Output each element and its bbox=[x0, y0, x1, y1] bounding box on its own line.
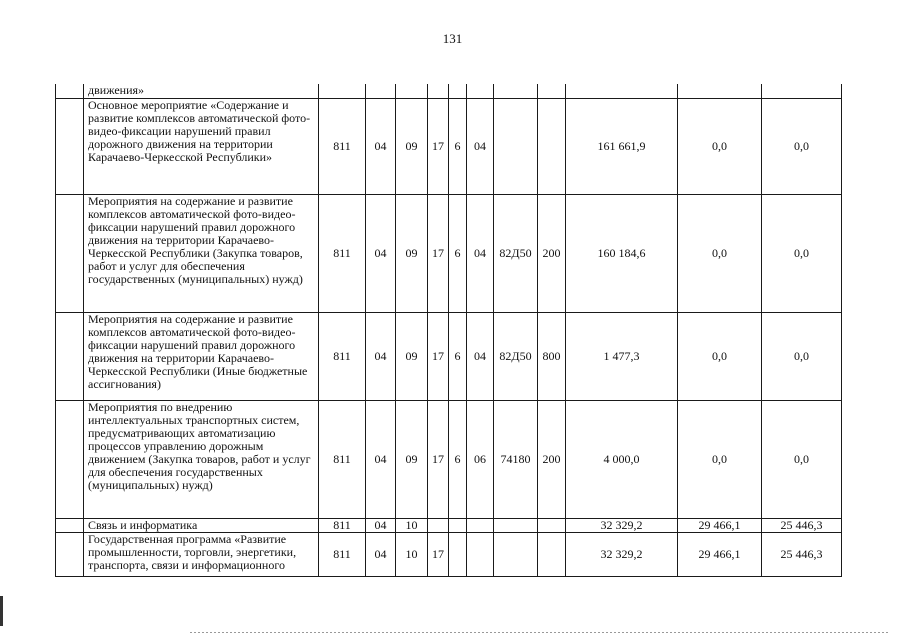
row-name: Основное мероприятие «Содержание и развитие комплексов автоматической фото-видео-фиксации нарушений правил дорожного движения на территории Карачаево-Черкесской Республики» bbox=[84, 98, 319, 194]
cell-program bbox=[428, 84, 449, 98]
table-row bbox=[56, 194, 842, 312]
cell-amount2: 29 466,1 bbox=[678, 532, 762, 576]
cell-section bbox=[366, 84, 396, 98]
table-row bbox=[56, 518, 842, 532]
row-name: Мероприятия на содержание и развитие комплексов автоматической фото-видео-фиксации нарушений правил дорожного движения на территории Карачаево-Черкесской Республики (Иные бюджетные ассигнования) bbox=[84, 312, 319, 400]
cell-amount1: 4 000,0 bbox=[566, 400, 678, 518]
row-number-cell bbox=[56, 532, 84, 576]
cell-amount1: 32 329,2 bbox=[566, 518, 678, 532]
cell-expense-type bbox=[538, 518, 566, 532]
cell-amount3: 0,0 bbox=[762, 98, 842, 194]
cell-direction: 82Д50 bbox=[494, 312, 538, 400]
cell-amount1: 161 661,9 bbox=[566, 98, 678, 194]
cell-section: 04 bbox=[366, 532, 396, 576]
cell-amount3: 0,0 bbox=[762, 312, 842, 400]
cell-amount2: 0,0 bbox=[678, 400, 762, 518]
cell-subsection: 09 bbox=[396, 194, 428, 312]
table-row bbox=[56, 312, 842, 400]
cell-admin: 811 bbox=[319, 400, 366, 518]
cell-amount1 bbox=[566, 84, 678, 98]
cell-expense-type bbox=[538, 98, 566, 194]
cell-direction: 74180 bbox=[494, 400, 538, 518]
cell-main-event bbox=[467, 518, 494, 532]
row-name: Связь и информатика bbox=[84, 518, 319, 532]
cell-subsection bbox=[396, 84, 428, 98]
cell-program: 17 bbox=[428, 98, 449, 194]
cell-amount3: 0,0 bbox=[762, 400, 842, 518]
cell-amount2: 0,0 bbox=[678, 194, 762, 312]
cell-direction: 82Д50 bbox=[494, 194, 538, 312]
cell-amount3: 25 446,3 bbox=[762, 518, 842, 532]
cell-section: 04 bbox=[366, 312, 396, 400]
table-row bbox=[56, 532, 842, 576]
cell-subprogram bbox=[449, 518, 467, 532]
cell-direction bbox=[494, 98, 538, 194]
cell-direction bbox=[494, 518, 538, 532]
cell-main-event bbox=[467, 84, 494, 98]
cell-subsection: 09 bbox=[396, 312, 428, 400]
row-name: Мероприятия по внедрению интеллектуальных транспортных систем, предусматривающих автоматизацию процессов управлению дорожным движением (Закупка товаров, работ и услуг для обеспечения государственных (муниципальных) нужд) bbox=[84, 400, 319, 518]
cell-direction bbox=[494, 84, 538, 98]
cell-expense-type bbox=[538, 84, 566, 98]
cell-admin bbox=[319, 84, 366, 98]
cell-main-event: 06 bbox=[467, 400, 494, 518]
row-name: Мероприятия на содержание и развитие комплексов автоматической фото-видео-фиксации нарушений правил дорожного движения на территории Карачаево-Черкесской Республики (Закупка товаров, работ и услуг для обеспечения государственных (муниципальных) нужд) bbox=[84, 194, 319, 312]
cell-main-event: 04 bbox=[467, 312, 494, 400]
table-row bbox=[56, 84, 842, 98]
cell-amount2: 29 466,1 bbox=[678, 518, 762, 532]
cell-main-event bbox=[467, 532, 494, 576]
row-number-cell bbox=[56, 312, 84, 400]
cell-expense-type: 800 bbox=[538, 312, 566, 400]
row-number-cell bbox=[56, 194, 84, 312]
cell-subprogram: 6 bbox=[449, 312, 467, 400]
cell-section: 04 bbox=[366, 194, 396, 312]
budget-table bbox=[55, 84, 842, 577]
cell-subsection: 10 bbox=[396, 518, 428, 532]
cell-admin: 811 bbox=[319, 518, 366, 532]
scan-dotted-line bbox=[190, 632, 890, 633]
cell-main-event: 04 bbox=[467, 194, 494, 312]
cell-expense-type: 200 bbox=[538, 194, 566, 312]
cell-program bbox=[428, 518, 449, 532]
cell-subprogram: 6 bbox=[449, 98, 467, 194]
cell-section: 04 bbox=[366, 98, 396, 194]
cell-amount3 bbox=[762, 84, 842, 98]
cell-amount1: 32 329,2 bbox=[566, 532, 678, 576]
row-name: Государственная программа «Развитие промышленности, торговли, энергетики, транспорта, связи и информационного bbox=[84, 532, 319, 576]
cell-amount2: 0,0 bbox=[678, 98, 762, 194]
cell-expense-type bbox=[538, 532, 566, 576]
cell-amount1: 1 477,3 bbox=[566, 312, 678, 400]
cell-subprogram bbox=[449, 532, 467, 576]
cell-subprogram: 6 bbox=[449, 194, 467, 312]
cell-admin: 811 bbox=[319, 98, 366, 194]
cell-expense-type: 200 bbox=[538, 400, 566, 518]
cell-amount3: 0,0 bbox=[762, 194, 842, 312]
row-number-cell bbox=[56, 400, 84, 518]
cell-direction bbox=[494, 532, 538, 576]
cell-amount1: 160 184,6 bbox=[566, 194, 678, 312]
cell-program: 17 bbox=[428, 312, 449, 400]
table-row bbox=[56, 400, 842, 518]
cell-subsection: 09 bbox=[396, 400, 428, 518]
cell-admin: 811 bbox=[319, 532, 366, 576]
cell-amount3: 25 446,3 bbox=[762, 532, 842, 576]
scan-edge-mark bbox=[0, 596, 3, 626]
row-number-cell bbox=[56, 98, 84, 194]
page-number: 131 bbox=[442, 31, 463, 46]
cell-program: 17 bbox=[428, 532, 449, 576]
cell-amount2 bbox=[678, 84, 762, 98]
cell-program: 17 bbox=[428, 400, 449, 518]
row-number-cell bbox=[56, 84, 84, 98]
row-name: движения» bbox=[84, 84, 319, 98]
cell-admin: 811 bbox=[319, 194, 366, 312]
cell-main-event: 04 bbox=[467, 98, 494, 194]
cell-section: 04 bbox=[366, 400, 396, 518]
cell-subsection: 10 bbox=[396, 532, 428, 576]
cell-subprogram: 6 bbox=[449, 400, 467, 518]
row-number-cell bbox=[56, 518, 84, 532]
cell-subprogram bbox=[449, 84, 467, 98]
table-row bbox=[56, 98, 842, 194]
cell-admin: 811 bbox=[319, 312, 366, 400]
cell-section: 04 bbox=[366, 518, 396, 532]
cell-amount2: 0,0 bbox=[678, 312, 762, 400]
cell-program: 17 bbox=[428, 194, 449, 312]
cell-subsection: 09 bbox=[396, 98, 428, 194]
